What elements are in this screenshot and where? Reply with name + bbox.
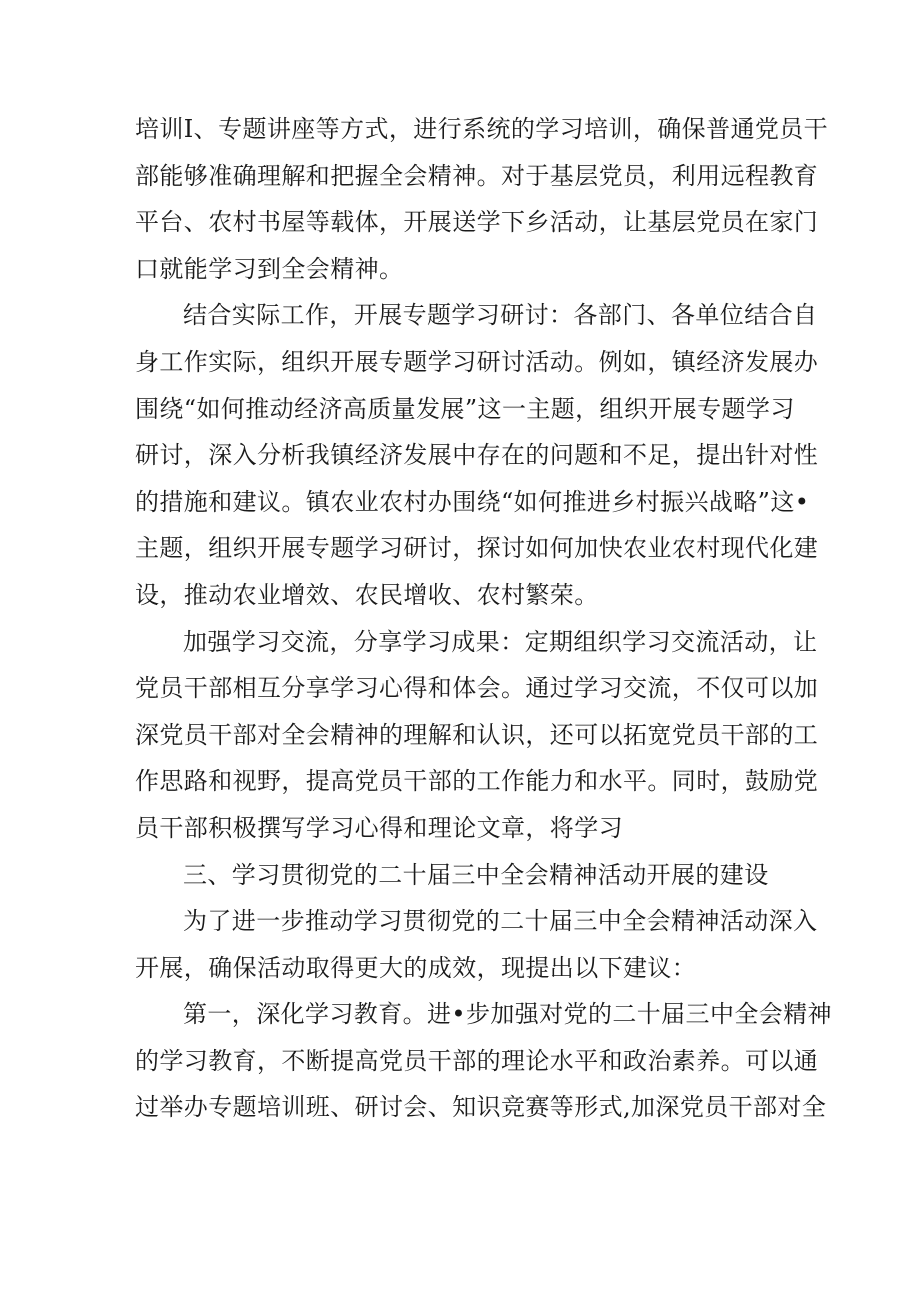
text-line: 的措施和建议。镇农业农村办围绕“如何推进乡村振兴战略”这• bbox=[135, 487, 810, 516]
text-line: 的学习教育，不断提高党员干部的理论水平和政治素养。可以通 bbox=[135, 1046, 819, 1075]
text-line: 培训I、专题讲座等方式，进行系统的学习培训，确保普通党员干 bbox=[135, 115, 829, 143]
text-line: 党员干部相互分享学习心得和体会。通过学习交流，不仅可以加 bbox=[135, 674, 819, 703]
text-line: 部能够准确理解和把握全会精神。对于基层党员，利用远程教育 bbox=[135, 161, 819, 190]
text-line: 过举办专题培训班、研讨会、知识竞赛等形式,加深党员干部对全 bbox=[135, 1093, 827, 1122]
paragraph-first-line: 加强学习交流，分享学习成果：定期组织学习交流活动，让 bbox=[183, 627, 818, 656]
text-line: 主题，组织开展专题学习研讨，探讨如何加快农业农村现代化建 bbox=[135, 534, 819, 563]
paragraph-first-line: 为了进一步推动学习贯彻党的二十届三中全会精神活动深入 bbox=[183, 907, 818, 936]
text-line: 设，推动农业增效、农民增收、农村繁荣。 bbox=[135, 580, 599, 609]
paragraph-first-line: 结合实际工作，开展专题学习研讨：各部门、各单位结合自 bbox=[183, 301, 818, 330]
text-line: 员干部积极撰写学习心得和理论文章，将学习 bbox=[135, 813, 623, 842]
paragraph-first-line: 第一，深化学习教育。进•步加强对党的二十届三中全会精神 bbox=[183, 1000, 832, 1029]
section-heading: 三、学习贯彻党的二十届三中全会精神活动开展的建设 bbox=[183, 860, 769, 889]
text-line: 平台、农村书屋等载体，开展送学下乡活动，让基层党员在家门 bbox=[135, 208, 819, 237]
text-line: 深党员干部对全会精神的理解和认识，还可以拓宽党员干部的工 bbox=[135, 720, 819, 749]
text-line: 研讨，深入分析我镇经济发展中存在的问题和不足，提出针对性 bbox=[135, 441, 819, 470]
text-line: 作思路和视野，提高党员干部的工作能力和水平。同时，鼓励党 bbox=[135, 767, 819, 796]
text-line: 口就能学习到全会精神。 bbox=[135, 254, 404, 283]
document-body bbox=[135, 106, 832, 1131]
text-line: 身工作实际，组织开展专题学习研讨活动。例如，镇经济发展办 bbox=[135, 347, 819, 376]
text-line: 围绕“如何推动经济高质量发展”这一主题，组织开展专题学习 bbox=[135, 394, 795, 423]
text-line: 开展，确保活动取得更大的成效，现提出以下建议： bbox=[135, 953, 697, 982]
